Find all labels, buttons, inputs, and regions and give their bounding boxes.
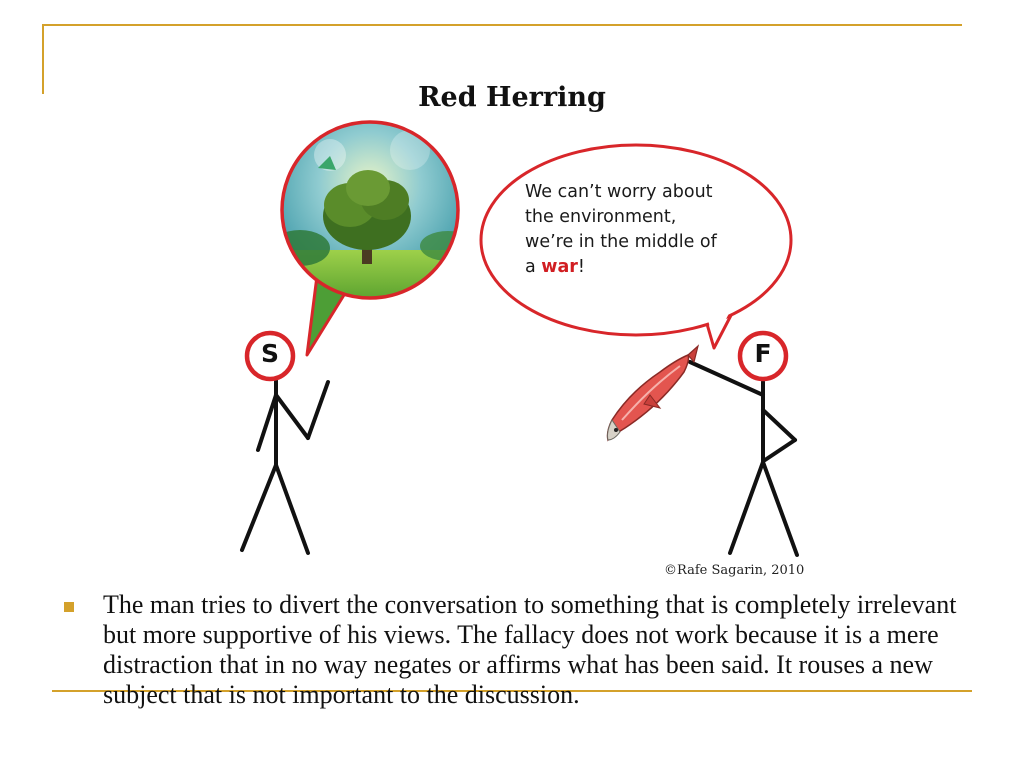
slide-title: Red Herring bbox=[418, 82, 606, 113]
badge-s-label: S bbox=[260, 339, 279, 368]
bullet-square-icon bbox=[64, 602, 74, 612]
speech-line-4 bbox=[525, 255, 775, 280]
stick-figure-s bbox=[242, 380, 328, 553]
speech-line-4-suffix: ! bbox=[577, 257, 585, 277]
bullet-item bbox=[58, 590, 958, 710]
bullet-text: The man tries to divert the conversation to something that is completely irrelevant but more supportive of his views. The fallacy does not work because it is a mere distraction that in no way negates or affirms what has been said. It rouses a new subject that is not important to the discussion. bbox=[103, 590, 957, 709]
badge-f-label: F bbox=[754, 339, 772, 368]
red-herring-fish-icon bbox=[608, 346, 699, 440]
war-highlight: war bbox=[541, 257, 578, 277]
speech-line-3: we’re in the middle of bbox=[525, 232, 717, 252]
image-credit: ©Rafe Sagarin, 2010 bbox=[664, 563, 805, 578]
speech-line-1: We can’t worry about bbox=[525, 182, 713, 202]
speech-line-2: the environment, bbox=[525, 207, 677, 227]
speech-bubble-text bbox=[525, 180, 775, 280]
stick-figure-f bbox=[690, 362, 797, 555]
thought-bubble bbox=[270, 122, 476, 355]
speech-line-4-prefix: a bbox=[525, 257, 542, 277]
